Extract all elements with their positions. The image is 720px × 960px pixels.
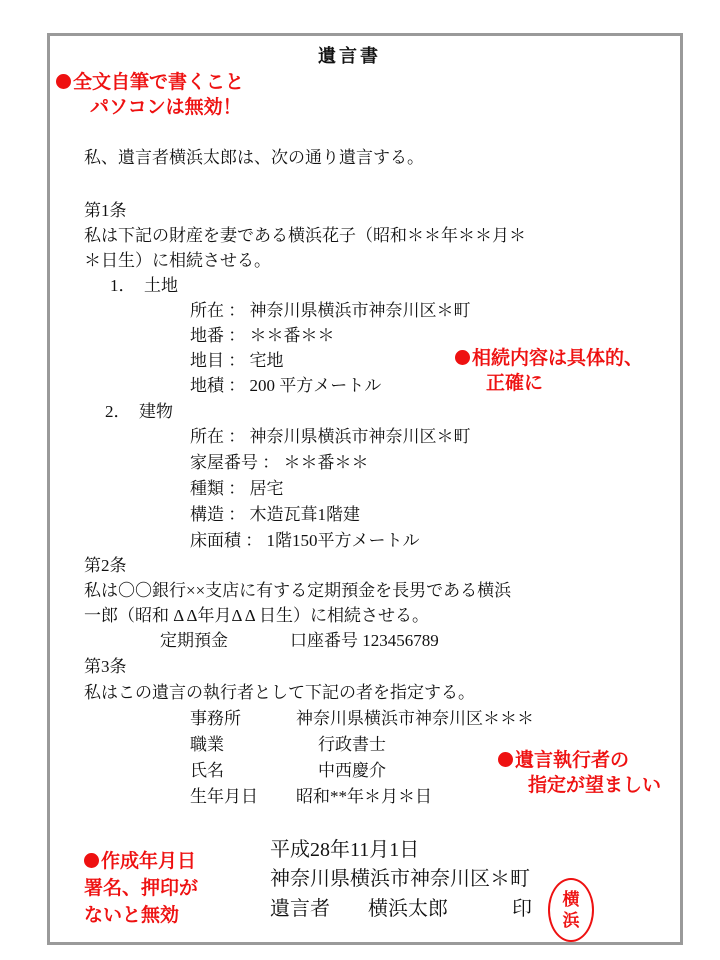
account-number: 口座番号 123456789 bbox=[290, 631, 439, 650]
article1-heading: 第1条 bbox=[84, 201, 127, 220]
closing-date: 平成28年11月1日 bbox=[270, 839, 420, 861]
seal-char-1: 横 bbox=[562, 890, 580, 909]
bullet-dot-icon bbox=[56, 74, 71, 89]
building-structure: 構造 ： 木造瓦葺1階建 bbox=[190, 505, 360, 524]
building-type: 種類 ： 居宅 bbox=[190, 479, 284, 498]
name-seal-stamp bbox=[548, 878, 594, 942]
bullet-dot-icon bbox=[498, 752, 513, 767]
article3-heading: 第3条 bbox=[84, 657, 127, 676]
note-handwriting-line1: 全文自筆で書くこと bbox=[73, 72, 245, 93]
will-document-paper bbox=[47, 33, 683, 945]
note-signature-line3: ないと無効 bbox=[84, 905, 180, 926]
article1-text-line2: ＊日生）に相続させる。 bbox=[84, 251, 271, 270]
land-lot-number: 地番 ： ＊＊番＊＊ bbox=[190, 326, 335, 345]
bullet-dot-icon bbox=[455, 350, 470, 365]
article3-text: 私はこの遺言の執行者として下記の者を指定する。 bbox=[84, 683, 475, 702]
article2-text-line2: 一郎（昭和 Δ Δ年月Δ Δ 日生）に相続させる。 bbox=[84, 606, 430, 625]
land-location: 所在 ： 神奈川県横浜市神奈川区＊町 bbox=[190, 301, 471, 320]
executor-office-label: 事務所 bbox=[190, 709, 241, 728]
executor-birthdate-label: 生年月日 bbox=[190, 787, 258, 806]
seal-label: 印 bbox=[512, 898, 532, 920]
note-specific bbox=[455, 346, 643, 396]
executor-name-label: 氏名 bbox=[190, 761, 224, 780]
note-handwriting bbox=[56, 70, 244, 120]
article2-heading: 第2条 bbox=[84, 556, 127, 575]
building-location: 所在 ： 神奈川県横浜市神奈川区＊町 bbox=[190, 427, 471, 446]
intro-text: 私、遺言者横浜太郎は、次の通り遺言する。 bbox=[84, 148, 424, 167]
closing-address: 神奈川県横浜市神奈川区＊町 bbox=[270, 868, 530, 890]
executor-occupation-value: 行政書士 bbox=[318, 735, 386, 754]
building-house-number: 家屋番号 ： ＊＊番＊＊ bbox=[190, 453, 369, 472]
note-signature-line2: 署名、押印が bbox=[84, 878, 199, 899]
executor-name-value: 中西慶介 bbox=[318, 761, 386, 780]
article1-item2-label: 2． 建物 bbox=[105, 402, 173, 421]
note-executor bbox=[498, 748, 661, 798]
land-area: 地積 ： 200 平方メートル bbox=[190, 376, 382, 395]
note-handwriting-line2: パソコンは無効！ bbox=[90, 97, 242, 118]
document-title: 遺言書 bbox=[318, 46, 381, 66]
executor-office-value: 神奈川県横浜市神奈川区＊＊＊ bbox=[296, 709, 534, 728]
article1-item1-label: 1． 土地 bbox=[110, 276, 178, 295]
signer-name: 横浜太郎 bbox=[368, 898, 448, 920]
note-signature bbox=[84, 848, 198, 929]
note-executor-line2: 指定が望ましい bbox=[528, 775, 662, 796]
executor-occupation-label: 職業 bbox=[190, 735, 224, 754]
article1-text-line1: 私は下記の財産を妻である横浜花子（昭和＊＊年＊＊月＊ bbox=[84, 226, 526, 245]
note-specific-line2: 正確に bbox=[486, 373, 544, 394]
signer-label: 遺言者 bbox=[270, 898, 330, 920]
note-executor-line1: 遺言執行者の bbox=[515, 750, 630, 771]
executor-birthdate-value: 昭和**年＊月＊日 bbox=[296, 787, 432, 806]
article2-text-line1: 私は〇〇銀行××支店に有する定期預金を長男である横浜 bbox=[84, 581, 512, 600]
note-signature-line1: 作成年月日 bbox=[101, 851, 197, 872]
note-specific-line1: 相続内容は具体的、 bbox=[472, 348, 644, 369]
bullet-dot-icon bbox=[84, 853, 99, 868]
deposit-label: 定期預金 bbox=[160, 631, 228, 650]
seal-char-2: 浜 bbox=[562, 911, 580, 930]
building-floor-area: 床面積 ： 1階150平方メートル bbox=[190, 531, 420, 550]
land-category: 地目 ： 宅地 bbox=[190, 351, 284, 370]
